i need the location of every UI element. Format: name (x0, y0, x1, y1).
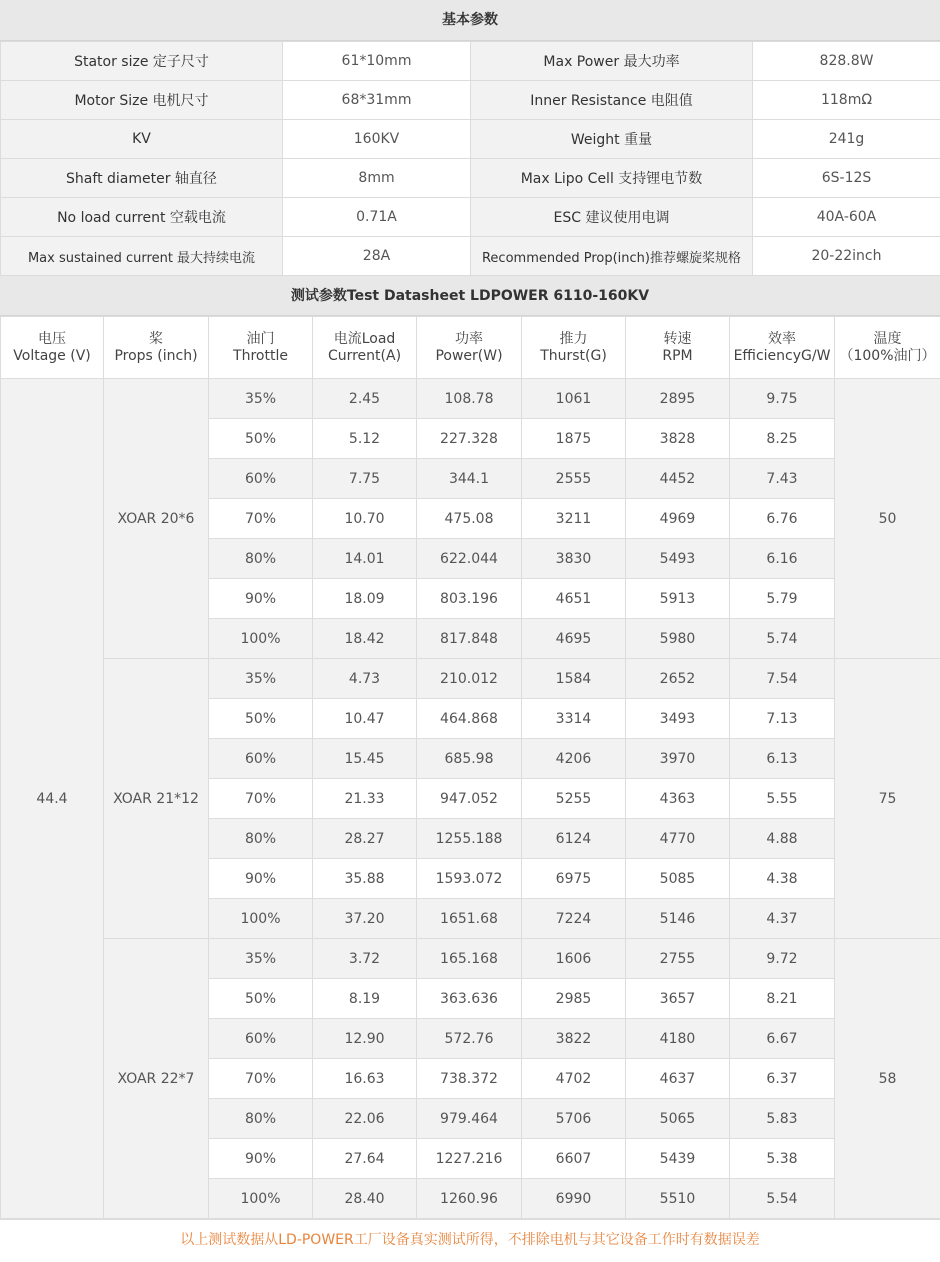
current-cell: 15.45 (313, 739, 417, 779)
throttle-cell: 70% (209, 1059, 313, 1099)
throttle-cell: 50% (209, 419, 313, 459)
current-cell: 16.63 (313, 1059, 417, 1099)
param-label: Max Lipo Cell 支持锂电节数 (471, 159, 753, 198)
power-cell: 1227.216 (417, 1139, 522, 1179)
thrust-cell: 2555 (522, 459, 626, 499)
basic-row (1, 237, 940, 276)
prop-cell: XOAR 20*6 (104, 379, 209, 659)
efficiency-cell: 4.38 (730, 859, 835, 899)
basic-params-heading: 基本参数 (0, 0, 940, 41)
efficiency-cell: 5.55 (730, 779, 835, 819)
power-cell: 622.044 (417, 539, 522, 579)
table-row (1, 659, 940, 699)
throttle-cell: 50% (209, 979, 313, 1019)
efficiency-cell: 6.37 (730, 1059, 835, 1099)
power-cell: 1260.96 (417, 1179, 522, 1219)
basic-row (1, 120, 940, 159)
thrust-cell: 4651 (522, 579, 626, 619)
thrust-cell: 1584 (522, 659, 626, 699)
voltage-cell: 44.4 (1, 379, 104, 1219)
param-value: 118mΩ (753, 81, 940, 120)
param-label: Recommended Prop(inch)推荐螺旋桨规格 (471, 237, 753, 276)
thrust-cell: 6975 (522, 859, 626, 899)
basic-row (1, 81, 940, 120)
current-cell: 18.42 (313, 619, 417, 659)
param-value: 0.71A (283, 198, 471, 237)
current-cell: 7.75 (313, 459, 417, 499)
efficiency-cell: 6.16 (730, 539, 835, 579)
power-cell: 738.372 (417, 1059, 522, 1099)
power-cell: 572.76 (417, 1019, 522, 1059)
throttle-cell: 35% (209, 659, 313, 699)
throttle-cell: 60% (209, 459, 313, 499)
test-header-row (1, 317, 940, 379)
param-value: 160KV (283, 120, 471, 159)
rpm-cell: 4969 (626, 499, 730, 539)
header-throttle: 油门 Throttle (209, 317, 313, 379)
rpm-cell: 5085 (626, 859, 730, 899)
rpm-cell: 3657 (626, 979, 730, 1019)
rpm-cell: 2895 (626, 379, 730, 419)
efficiency-cell: 4.37 (730, 899, 835, 939)
param-label: Max Power 最大功率 (471, 42, 753, 81)
thrust-cell: 4695 (522, 619, 626, 659)
power-cell: 803.196 (417, 579, 522, 619)
test-datasheet-heading: 测试参数Test Datasheet LDPOWER 6110-160KV (0, 276, 940, 316)
throttle-cell: 80% (209, 539, 313, 579)
thrust-cell: 5255 (522, 779, 626, 819)
thrust-cell: 2985 (522, 979, 626, 1019)
power-cell: 1651.68 (417, 899, 522, 939)
power-cell: 947.052 (417, 779, 522, 819)
current-cell: 18.09 (313, 579, 417, 619)
rpm-cell: 3828 (626, 419, 730, 459)
power-cell: 1593.072 (417, 859, 522, 899)
efficiency-cell: 5.38 (730, 1139, 835, 1179)
param-label: Inner Resistance 电阻值 (471, 81, 753, 120)
thrust-cell: 3211 (522, 499, 626, 539)
header-rpm: 转速 RPM (626, 317, 730, 379)
power-cell: 464.868 (417, 699, 522, 739)
rpm-cell: 5146 (626, 899, 730, 939)
param-label: Max sustained current 最大持续电流 (1, 237, 283, 276)
current-cell: 8.19 (313, 979, 417, 1019)
thrust-cell: 3830 (522, 539, 626, 579)
rpm-cell: 4637 (626, 1059, 730, 1099)
thrust-cell: 4206 (522, 739, 626, 779)
header-power: 功率 Power(W) (417, 317, 522, 379)
current-cell: 22.06 (313, 1099, 417, 1139)
current-cell: 3.72 (313, 939, 417, 979)
rpm-cell: 5493 (626, 539, 730, 579)
efficiency-cell: 5.54 (730, 1179, 835, 1219)
thrust-cell: 3314 (522, 699, 626, 739)
prop-cell: XOAR 21*12 (104, 659, 209, 939)
param-value: 241g (753, 120, 940, 159)
param-label: Shaft diameter 轴直径 (1, 159, 283, 198)
table-row (1, 379, 940, 419)
rpm-cell: 5065 (626, 1099, 730, 1139)
rpm-cell: 2652 (626, 659, 730, 699)
throttle-cell: 70% (209, 779, 313, 819)
rpm-cell: 5439 (626, 1139, 730, 1179)
current-cell: 2.45 (313, 379, 417, 419)
current-cell: 10.70 (313, 499, 417, 539)
efficiency-cell: 5.74 (730, 619, 835, 659)
throttle-cell: 80% (209, 1099, 313, 1139)
rpm-cell: 5980 (626, 619, 730, 659)
thrust-cell: 6607 (522, 1139, 626, 1179)
power-cell: 475.08 (417, 499, 522, 539)
rpm-cell: 4180 (626, 1019, 730, 1059)
header-props: 桨 Props (inch) (104, 317, 209, 379)
prop-cell: XOAR 22*7 (104, 939, 209, 1219)
throttle-cell: 70% (209, 499, 313, 539)
current-cell: 21.33 (313, 779, 417, 819)
param-label: Weight 重量 (471, 120, 753, 159)
power-cell: 227.328 (417, 419, 522, 459)
basic-row (1, 198, 940, 237)
basic-params-table (0, 41, 940, 276)
throttle-cell: 90% (209, 579, 313, 619)
efficiency-cell: 7.13 (730, 699, 835, 739)
rpm-cell: 4363 (626, 779, 730, 819)
thrust-cell: 1606 (522, 939, 626, 979)
header-thrust: 推力 Thurst(G) (522, 317, 626, 379)
power-cell: 108.78 (417, 379, 522, 419)
efficiency-cell: 6.67 (730, 1019, 835, 1059)
thrust-cell: 6990 (522, 1179, 626, 1219)
efficiency-cell: 5.83 (730, 1099, 835, 1139)
efficiency-cell: 6.76 (730, 499, 835, 539)
param-value: 40A-60A (753, 198, 940, 237)
basic-row (1, 42, 940, 81)
power-cell: 363.636 (417, 979, 522, 1019)
throttle-cell: 60% (209, 739, 313, 779)
throttle-cell: 35% (209, 379, 313, 419)
param-value: 8mm (283, 159, 471, 198)
power-cell: 210.012 (417, 659, 522, 699)
efficiency-cell: 8.21 (730, 979, 835, 1019)
power-cell: 344.1 (417, 459, 522, 499)
rpm-cell: 2755 (626, 939, 730, 979)
current-cell: 14.01 (313, 539, 417, 579)
header-current: 电流Load Current(A) (313, 317, 417, 379)
power-cell: 817.848 (417, 619, 522, 659)
param-label: No load current 空载电流 (1, 198, 283, 237)
throttle-cell: 60% (209, 1019, 313, 1059)
test-datasheet-table (0, 316, 940, 1219)
thrust-cell: 7224 (522, 899, 626, 939)
param-value: 828.8W (753, 42, 940, 81)
throttle-cell: 100% (209, 1179, 313, 1219)
header-voltage: 电压 Voltage (V) (1, 317, 104, 379)
current-cell: 12.90 (313, 1019, 417, 1059)
current-cell: 27.64 (313, 1139, 417, 1179)
efficiency-cell: 5.79 (730, 579, 835, 619)
efficiency-cell: 4.88 (730, 819, 835, 859)
efficiency-cell: 7.43 (730, 459, 835, 499)
header-efficiency: 效率 EfficiencyG/W (730, 317, 835, 379)
efficiency-cell: 7.54 (730, 659, 835, 699)
temperature-cell: 58 (835, 939, 940, 1219)
table-row (1, 939, 940, 979)
power-cell: 979.464 (417, 1099, 522, 1139)
rpm-cell: 4452 (626, 459, 730, 499)
temperature-cell: 75 (835, 659, 940, 939)
current-cell: 5.12 (313, 419, 417, 459)
throttle-cell: 35% (209, 939, 313, 979)
throttle-cell: 100% (209, 619, 313, 659)
rpm-cell: 4770 (626, 819, 730, 859)
efficiency-cell: 9.75 (730, 379, 835, 419)
current-cell: 10.47 (313, 699, 417, 739)
header-temperature: 温度 （100%油门） (835, 317, 940, 379)
efficiency-cell: 9.72 (730, 939, 835, 979)
rpm-cell: 3970 (626, 739, 730, 779)
rpm-cell: 5913 (626, 579, 730, 619)
efficiency-cell: 6.13 (730, 739, 835, 779)
power-cell: 685.98 (417, 739, 522, 779)
throttle-cell: 90% (209, 859, 313, 899)
temperature-cell: 50 (835, 379, 940, 659)
param-value: 28A (283, 237, 471, 276)
current-cell: 4.73 (313, 659, 417, 699)
param-label: Stator size 定子尺寸 (1, 42, 283, 81)
thrust-cell: 6124 (522, 819, 626, 859)
footer-note: 以上测试数据从LD-POWER工厂设备真实测试所得，不排除电机与其它设备工作时有数据误差 (0, 1219, 940, 1260)
current-cell: 28.27 (313, 819, 417, 859)
current-cell: 35.88 (313, 859, 417, 899)
param-value: 68*31mm (283, 81, 471, 120)
throttle-cell: 100% (209, 899, 313, 939)
param-label: ESC 建议使用电调 (471, 198, 753, 237)
power-cell: 165.168 (417, 939, 522, 979)
param-value: 6S-12S (753, 159, 940, 198)
rpm-cell: 3493 (626, 699, 730, 739)
current-cell: 28.40 (313, 1179, 417, 1219)
throttle-cell: 80% (209, 819, 313, 859)
param-value: 20-22inch (753, 237, 940, 276)
power-cell: 1255.188 (417, 819, 522, 859)
thrust-cell: 4702 (522, 1059, 626, 1099)
param-label: KV (1, 120, 283, 159)
param-value: 61*10mm (283, 42, 471, 81)
basic-row (1, 159, 940, 198)
thrust-cell: 3822 (522, 1019, 626, 1059)
throttle-cell: 90% (209, 1139, 313, 1179)
rpm-cell: 5510 (626, 1179, 730, 1219)
throttle-cell: 50% (209, 699, 313, 739)
current-cell: 37.20 (313, 899, 417, 939)
thrust-cell: 5706 (522, 1099, 626, 1139)
test-body (1, 379, 940, 1219)
param-label: Motor Size 电机尺寸 (1, 81, 283, 120)
thrust-cell: 1875 (522, 419, 626, 459)
thrust-cell: 1061 (522, 379, 626, 419)
efficiency-cell: 8.25 (730, 419, 835, 459)
